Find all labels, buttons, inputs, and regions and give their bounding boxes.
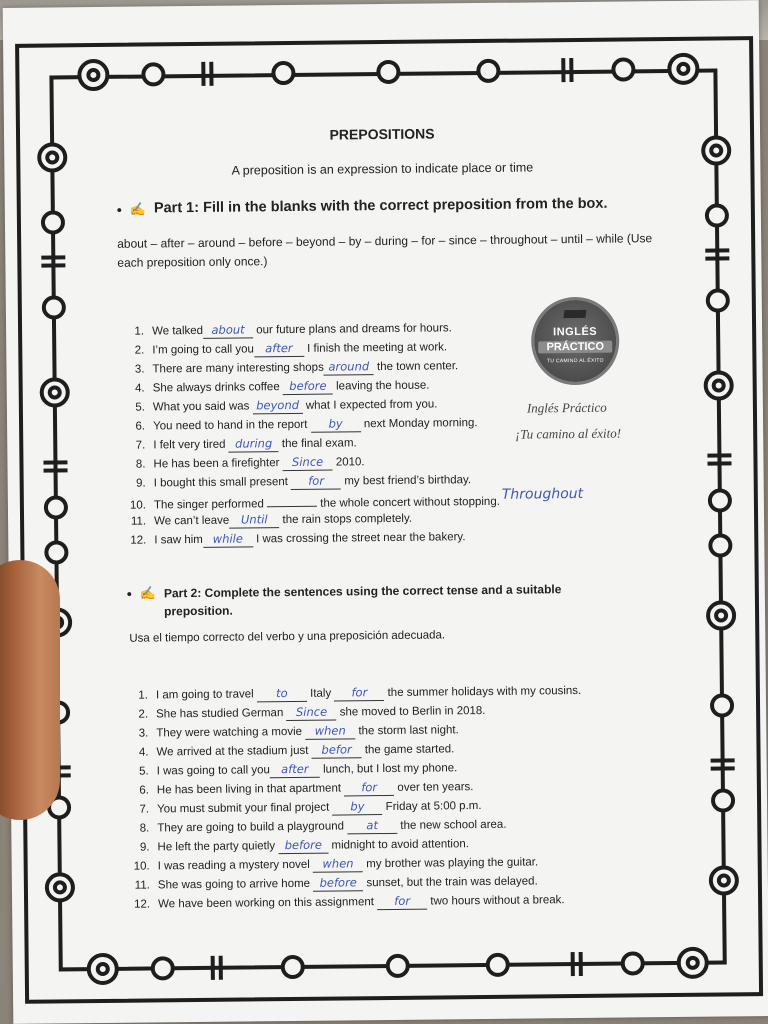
answer-blank: Since — [286, 706, 336, 722]
item-number: 8. — [135, 458, 146, 471]
answer-blank: when — [313, 857, 363, 873]
answer-blank: beyond — [253, 399, 303, 415]
pencil-icon: ✍ — [129, 201, 146, 217]
item-number: 2. — [134, 344, 145, 357]
item-text: the game started. — [361, 743, 455, 757]
item-text: We talked — [152, 324, 204, 338]
item-text: the storm last night. — [355, 724, 459, 738]
item-number: 12. — [134, 898, 151, 911]
item-number: 5. — [135, 401, 145, 414]
item-number: 9. — [136, 477, 146, 490]
item-text: She has studied German — [156, 707, 287, 721]
answer-blank: by — [332, 800, 382, 816]
part1-heading-text: Part 1: Fill in the blanks with the correct preposition from the box. — [153, 195, 608, 217]
item-text: The singer performed — [153, 498, 268, 512]
part2-exercise-list — [122, 682, 584, 915]
item-text: I felt very tired — [153, 438, 229, 452]
item-number: 4. — [135, 382, 145, 395]
item-text: He has been living in that apartment — [156, 782, 345, 797]
item-text: the final exam. — [278, 437, 357, 451]
item-text: I bought this small present — [153, 475, 292, 490]
item-number: 7. — [135, 439, 146, 452]
part2-heading — [127, 580, 607, 621]
answer-blank: Since — [283, 456, 333, 472]
item-text: lunch, but I lost my phone. — [319, 762, 458, 776]
answer-blank: about — [203, 323, 253, 339]
worksheet-title: PREPOSITIONS — [329, 125, 435, 143]
brand-tagline: ¡Tu camino al éxito! — [515, 425, 622, 442]
answer-blank: while — [203, 532, 253, 548]
item-text: my best friend’s birthday. — [341, 474, 472, 488]
answer-blank: before — [278, 839, 328, 855]
item-number: 10. — [133, 860, 150, 873]
graduation-cap-icon — [563, 310, 586, 318]
item-number: 3. — [134, 363, 145, 376]
item-text: Italy — [306, 687, 335, 700]
item-number: 12. — [130, 534, 147, 547]
answer-blank — [267, 492, 317, 508]
item-text: sunset, but the train was delayed. — [363, 875, 538, 890]
answer-blank: by — [311, 417, 361, 433]
item-text: two hours without a break. — [427, 894, 565, 908]
item-text: over ten years. — [394, 781, 474, 794]
bullet-icon: • — [116, 201, 122, 218]
brand-name: Inglés Práctico — [526, 399, 607, 416]
item-text: midnight to avoid attention. — [328, 838, 470, 852]
part1-heading — [117, 196, 608, 219]
answer-blank: when — [305, 724, 355, 740]
item-text: 2010. — [332, 456, 365, 469]
item-number: 11. — [130, 515, 147, 528]
ingles-practico-logo — [534, 300, 617, 383]
bullet-icon: • — [126, 585, 132, 602]
item-text: I was crossing the street near the bakery. — [252, 531, 466, 546]
item-number: 8. — [139, 822, 150, 835]
exercise-item — [124, 891, 584, 915]
logo-line2: PRÁCTICO — [538, 341, 612, 354]
item-text: I finish the meeting at work. — [303, 341, 448, 355]
item-text: the new school area. — [397, 818, 507, 832]
worksheet-subtitle: A preposition is an expression to indicate place or time — [231, 160, 534, 178]
answer-blank: during — [229, 437, 279, 453]
item-text: He left the party quietly — [157, 840, 279, 854]
pencil-icon: ✍ — [139, 585, 157, 601]
answer-blank: Until — [229, 513, 279, 529]
item-text: I was going to call you — [156, 764, 270, 778]
item-text: She was going to arrive home — [157, 877, 314, 892]
answer-blank: for — [334, 686, 384, 702]
answer-blank: after — [254, 342, 304, 358]
item-text: He has been a firefighter — [153, 457, 283, 471]
item-number: 1. — [134, 325, 145, 338]
answer-blank: befor — [312, 743, 362, 759]
exercise-item — [120, 527, 583, 551]
item-text: I was reading a mystery novel — [157, 858, 314, 873]
item-text: I’m going to call you — [152, 343, 254, 357]
item-number: 5. — [139, 765, 149, 778]
answer-blank: after — [270, 763, 320, 779]
part2-instruction: Usa el tiempo correcto del verbo y una preposición adecuada. — [129, 629, 446, 645]
hand-thumb — [0, 560, 60, 820]
item-number: 6. — [139, 784, 149, 797]
item-text: You need to hand in the report — [153, 418, 311, 433]
item-number: 10. — [129, 499, 146, 512]
item-number: 4. — [138, 746, 149, 759]
item-text: what I expected from you. — [302, 398, 438, 412]
item-text: There are many interesting shops — [152, 361, 324, 376]
part1-exercise-list — [118, 318, 584, 551]
part2-heading-text: Part 2: Complete the sentences using the correct tense and a suitable preposition. — [163, 582, 562, 619]
item-text: the town center. — [373, 360, 459, 374]
item-text: the summer holidays with my cousins. — [384, 684, 582, 700]
item-text: next Monday morning. — [360, 417, 478, 431]
item-number: 9. — [139, 841, 150, 854]
item-text: I saw him — [154, 533, 203, 547]
item-number: 1. — [138, 689, 148, 702]
worksheet-page — [3, 0, 768, 1024]
answer-blank: before — [313, 876, 363, 892]
preposition-word-bank: about – after – around – before – beyond – by – during – for – since – throughout – until – while (Use each preposition only once.) — [117, 231, 653, 270]
answer-blank: to — [257, 687, 307, 703]
item-text: Friday at 5:00 p.m. — [382, 800, 482, 814]
item-number: 6. — [135, 420, 146, 433]
logo-line1: INGLÉS — [553, 325, 598, 339]
item-text: I am going to travel — [155, 688, 257, 702]
answer-blank: around — [324, 360, 374, 376]
item-text: the rain stops completely. — [279, 512, 413, 527]
item-text: We can’t leave — [154, 514, 230, 528]
item-number: 3. — [138, 727, 149, 740]
answer-blank: for — [344, 781, 394, 797]
item-text: my brother was playing the guitar. — [362, 856, 539, 871]
item-number: 2. — [138, 708, 149, 721]
item-text: You must submit your final project — [157, 801, 333, 816]
item-text: the whole concert without stopping. — [316, 495, 500, 510]
item-text: leaving the house. — [332, 379, 430, 393]
item-text: our future plans and dreams for hours. — [252, 322, 452, 337]
item-text: We arrived at the stadium just — [156, 744, 312, 759]
item-text: They were watching a movie — [156, 725, 306, 740]
item-text: she moved to Berlin in 2018. — [336, 704, 486, 719]
answer-blank: before — [283, 380, 333, 396]
item-text: We have been working on this assignment — [158, 896, 378, 911]
item-text: They are going to build a playground — [157, 820, 348, 835]
answer-blank: for — [377, 895, 427, 911]
answer-blank: for — [291, 474, 341, 490]
item-number: 7. — [139, 803, 150, 816]
handwritten-answer: Throughout — [501, 485, 584, 503]
item-number: 11. — [134, 879, 150, 892]
item-text: What you said was — [152, 400, 253, 414]
logo-line3: TU CAMINO AL ÉXITO — [546, 357, 604, 365]
item-text: She always drinks coffee — [152, 381, 283, 395]
answer-blank: at — [347, 819, 397, 835]
